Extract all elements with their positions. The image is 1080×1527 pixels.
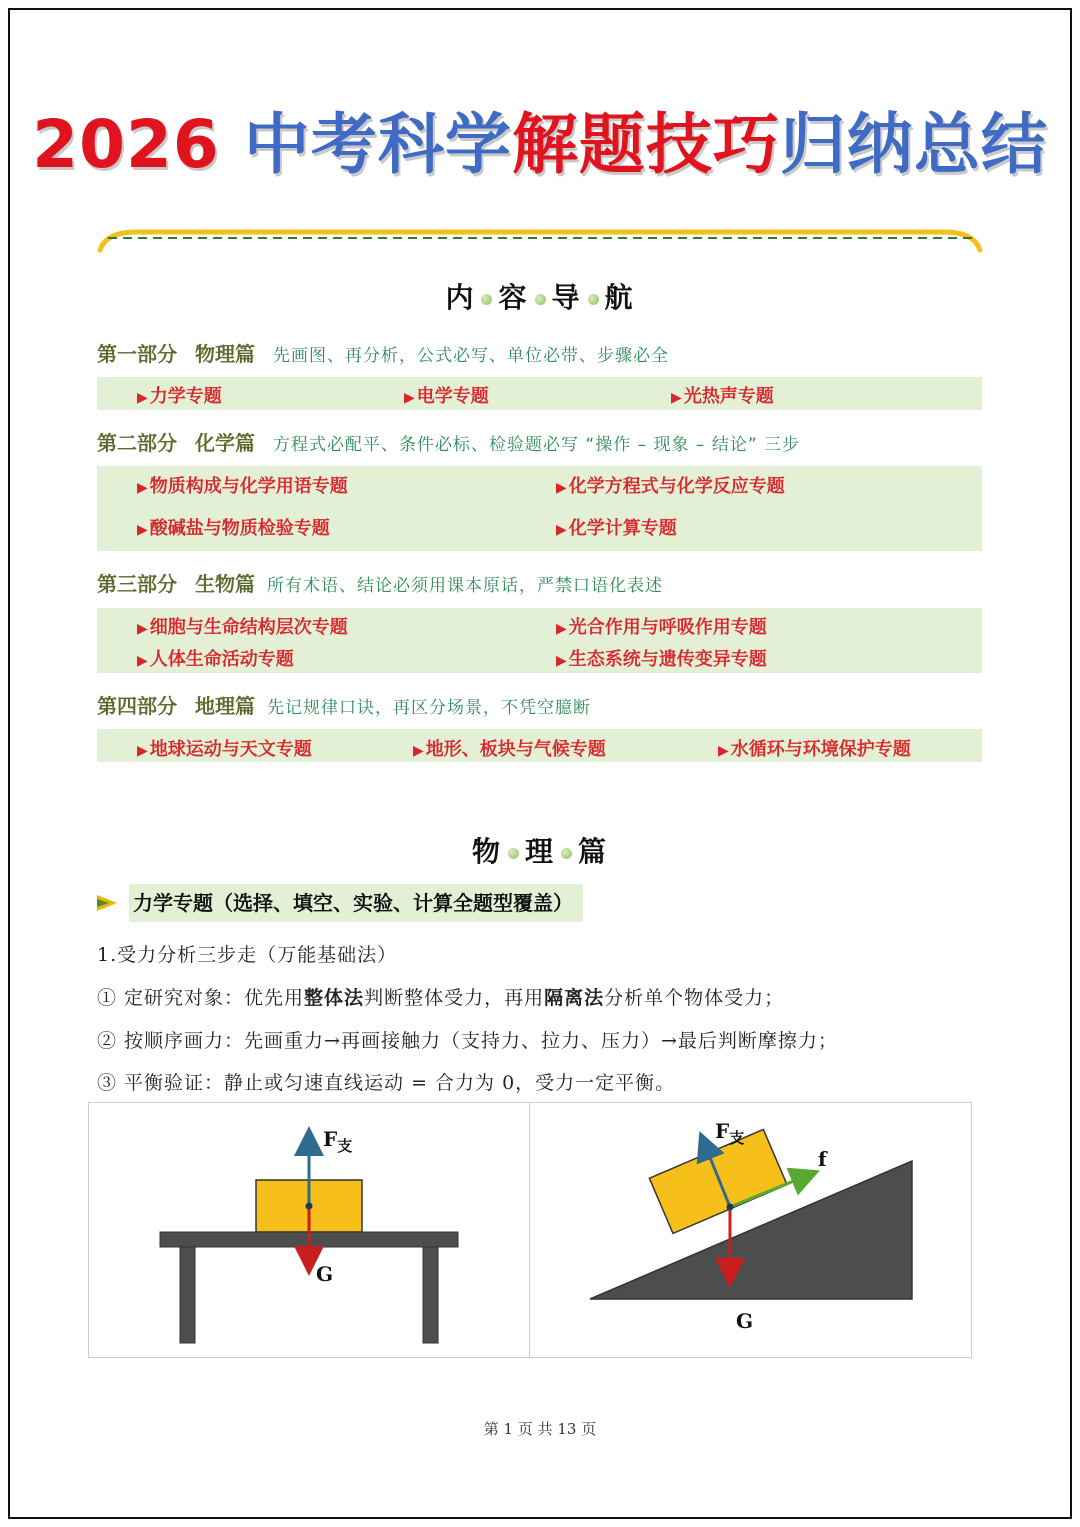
support-force-label: $F_支$	[323, 1127, 353, 1155]
support-force-label: $F_支$	[715, 1119, 745, 1147]
step-1: ① 定研究对象：优先用整体法判断整体受力，再用隔离法分析单个物体受力；	[97, 987, 785, 1009]
part-1-topics	[97, 377, 982, 410]
triangle-right-icon: ▶	[413, 743, 424, 759]
dot-icon	[508, 848, 519, 859]
physics-heading: 物 理 篇	[471, 835, 609, 868]
decorative-divider	[96, 222, 984, 258]
table-force-diagram	[89, 1103, 529, 1357]
table-leg	[423, 1247, 438, 1343]
triangle-right-icon: ▶	[404, 390, 415, 406]
triangle-right-icon: ▶	[137, 743, 148, 759]
triangle-right-icon: ▶	[556, 480, 567, 496]
triangle-right-icon: ▶	[137, 522, 148, 538]
topic-link[interactable]: ▶ 电学专题	[404, 386, 489, 407]
incline-force-diagram	[530, 1103, 971, 1357]
center-dot	[727, 1204, 734, 1211]
triangle-right-icon: ▶	[137, 390, 148, 406]
title-part-2: 解题技巧	[511, 106, 780, 183]
part-4-row: 第四部分 地理篇 先记规律口诀，再区分场景，不凭空臆断	[97, 694, 591, 718]
page-title	[0, 100, 1080, 190]
gravity-label: G	[736, 1309, 754, 1333]
topic-link[interactable]: ▶ 生态系统与遗传变异专题	[556, 649, 767, 670]
topic-link[interactable]: ▶ 化学方程式与化学反应专题	[556, 476, 785, 497]
topic-link[interactable]: ▶ 酸碱盐与物质检验专题	[137, 518, 330, 539]
topic-link[interactable]: ▶ 细胞与生命结构层次专题	[137, 617, 348, 638]
dot-icon	[588, 294, 599, 305]
dot-icon	[535, 294, 546, 305]
triangle-right-icon: ▶	[556, 653, 567, 669]
dot-icon	[481, 294, 492, 305]
triangle-right-icon: ▶	[137, 621, 148, 637]
triangle-right-icon: ▶	[137, 480, 148, 496]
part-1-row: 第一部分 物理篇 先画图、再分析，公式必写、单位必带、步骤必全	[97, 342, 669, 366]
gravity-label: G	[316, 1262, 334, 1286]
triangle-right-icon: ▶	[556, 621, 567, 637]
topic-link[interactable]: ▶ 化学计算专题	[556, 518, 677, 539]
table-leg	[180, 1247, 195, 1343]
friction-label: f	[818, 1147, 827, 1171]
part-3-row: 第三部分 生物篇 所有术语、结论必须用课本原话，严禁口语化表述	[97, 572, 663, 596]
topic-link[interactable]: ▶ 水循环与环境保护专题	[718, 739, 911, 760]
triangle-right-icon: ▶	[671, 390, 682, 406]
topic-link[interactable]: ▶ 地形、板块与气候专题	[413, 739, 606, 760]
title-part-1: 中考科学	[243, 106, 512, 183]
dot-icon	[561, 848, 572, 859]
title-year: 2026	[32, 106, 220, 183]
mechanics-topic-label: 力学专题（选择、填空、实验、计算全题型覆盖）	[129, 884, 583, 922]
topic-link[interactable]: ▶ 光热声专题	[671, 386, 774, 407]
nav-heading: 内 容 导 航	[445, 281, 635, 314]
arrow-right-icon	[97, 893, 119, 913]
triangle-right-icon: ▶	[718, 743, 729, 759]
center-dot	[306, 1203, 313, 1210]
topic-link[interactable]: ▶ 光合作用与呼吸作用专题	[556, 617, 767, 638]
topic-link[interactable]: ▶ 人体生命活动专题	[137, 649, 294, 670]
item-title: 1.受力分析三步走（万能基础法）	[97, 944, 398, 966]
triangle-right-icon: ▶	[556, 522, 567, 538]
topic-link[interactable]: ▶ 物质构成与化学用语专题	[137, 476, 348, 497]
page-footer: 第 1 页 共 13 页	[483, 1420, 597, 1438]
title-part-3: 归纳总结	[779, 106, 1048, 183]
part-2-row: 第二部分 化学篇 方程式必配平、条件必标、检验题必写 “操作 – 现象 – 结论” 三步	[97, 431, 801, 455]
step-2: ② 按顺序画力：先画重力→再画接触力（支持力、拉力、压力）→最后判断摩擦力；	[97, 1030, 838, 1052]
triangle-right-icon: ▶	[137, 653, 148, 669]
step-3: ③ 平衡验证：静止或匀速直线运动 = 合力为 0，受力一定平衡。	[97, 1072, 676, 1094]
topic-link[interactable]: ▶ 力学专题	[137, 386, 222, 407]
topic-link[interactable]: ▶ 地球运动与天文专题	[137, 739, 312, 760]
